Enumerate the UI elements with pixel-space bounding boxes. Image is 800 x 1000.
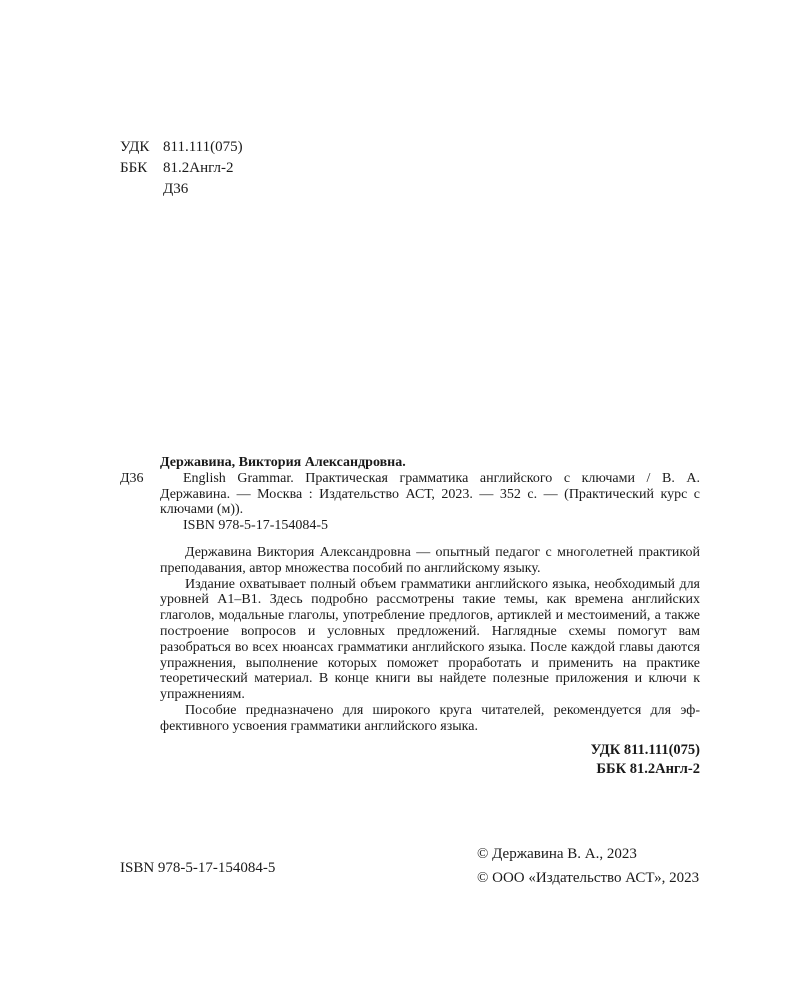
author-heading: Державина, Виктория Александровна. (160, 455, 406, 470)
annotation-block (160, 545, 700, 735)
bibliographic-description: English Grammar. Практическая грамматика английского с ключами / В. А. Державина. — Москва : Издательство АСТ, 2023. — 352 с. — (Практический курс с ключами (м)). (160, 470, 700, 518)
annotation-paragraph-contents: Издание охватывает полный объем грамматики английского языка, необходимый для уровней А1–В1. Здесь подробно рассмотрены такие темы, как времена английских глаголов, модальные глаголы, употребление предлогов, артиклей и местоимений, а также построение вопросов и условных предложений. Наглядные схемы помогут вам разобраться во всех нюансах грамматики английского языка. После каждой главы даются упражнения, выполнение которых поможет проработать и применить на практике теоретический материал. В конце книги вы найдете полезные приложения и ключи к упражнениям. (160, 576, 700, 703)
bbk-value: 81.2Англ-2 (163, 160, 234, 176)
footer-isbn: ISBN 978-5-17-154084-5 (120, 860, 276, 876)
bbk-right-value: ББК 81.2Англ-2 (596, 760, 700, 777)
bbk-row (120, 158, 243, 179)
annotation-paragraph-audience: Пособие предназначено для широкого круга читателей, рекомендуется для эффективного усвоения грамматики английского языка. (160, 702, 700, 734)
annotation-paragraph-author: Державина Виктория Александровна — опытный педагог с многолетней практикой преподавания, автор множества пособий по английскому языку. (160, 544, 700, 576)
margin-author-sign: Д36 (120, 471, 144, 486)
main-text-block (120, 455, 700, 779)
author-sign-row (120, 179, 243, 200)
copyright-publisher: © ООО «Издательство АСТ», 2023 (477, 870, 700, 886)
classification-right-block (160, 741, 700, 779)
copyright-block (477, 842, 699, 890)
udk-label: УДК (120, 139, 150, 155)
udk-right-value: УДК 811.111(075) (590, 741, 700, 758)
classification-top-block (120, 137, 243, 200)
udk-row (120, 137, 243, 158)
author-sign-spacer (120, 179, 163, 200)
copyright-author: © Державина В. А., 2023 (477, 846, 637, 862)
author-sign-value: Д36 (163, 181, 189, 197)
bibliographic-entry (120, 455, 700, 534)
udk-value: 811.111(075) (163, 139, 243, 155)
bbk-label: ББК (120, 160, 148, 176)
isbn-entry: ISBN 978-5-17-154084-5 (183, 518, 329, 534)
